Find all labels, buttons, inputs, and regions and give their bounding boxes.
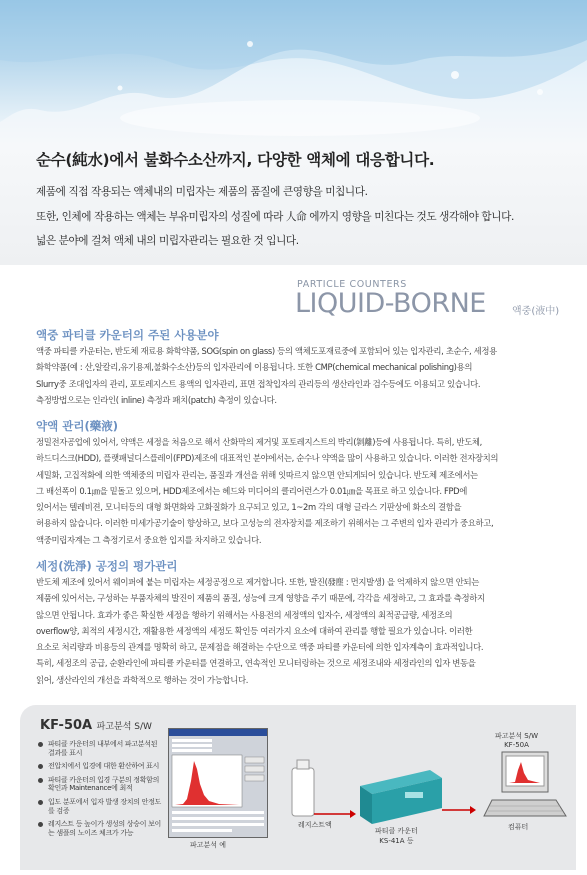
flow-arrow-icon: [350, 810, 356, 818]
hero-line: 넓은 분야에 걸쳐 액체 내의 미립자관리는 필요한 것 입니다.: [36, 235, 299, 247]
body-line: 그 배선폭이 0.1㎛을 밑돌고 있으며, HDD제조에서는 헤드와 미디어의 클리어런스가 0.01㎛을 목표로 하고 있습니다. FPD에: [36, 485, 468, 496]
body-line: 허용하지 않습니다. 이러한 미세가공기술이 향상하고, 보다 고성능의 전자장치를 제조하기 위해서는 그 주변의 입자 관리가 중요하고,: [36, 518, 494, 529]
hero-line: 또한, 인체에 작용하는 액체는 부유미립자의 성질에 따라 人命 에까지 영향을 미친다는 것도 생각해야 합니다.: [36, 211, 514, 223]
sw-label-line: KF-50A: [504, 741, 529, 749]
hero-line: 제품에 직접 작용되는 액체내의 미립자는 제품의 품질에 큰영향을 미칩니다.: [36, 186, 368, 198]
counter-label-line: KS-41A 등: [379, 837, 414, 845]
sw-label: [495, 731, 538, 749]
computer-icon: [484, 752, 566, 816]
body-line: 않으면 안됩니다. 효과가 좋은 확실한 세정을 행하기 위해서는 사용전의 세정액의 입자수, 세정액의 최적공급량, 세정조의: [36, 609, 453, 620]
liquid-borne-subtitle: 액중(液中): [512, 306, 560, 317]
feature-item: 전압치에서 입경에 대한 환산하여 표시: [36, 762, 162, 771]
section-title: 액중 파티클 카운터의 주된 사용분야: [36, 328, 219, 342]
body-line: 하드디스크(HDD), 플랫패널디스플레이(FPD)제조에 대표적인 분야에서는, 순수나 약액을 많이 사용하고 있습니다. 이러한 전자장치의: [36, 453, 499, 464]
body-line: 측정방법으로는 인라인( inline) 측정과 패치(patch) 측정이 있습니다.: [36, 394, 277, 405]
software-screenshot: [168, 728, 268, 838]
particle-counters-label: PARTICLE COUNTERS: [297, 279, 407, 290]
feature-item: 파티클 카운터의 내부에서 파고분석된 결과를 표시: [36, 740, 162, 757]
counter-label-line: 파티클 카운터: [375, 827, 418, 835]
kf50a-feature-list: [36, 740, 162, 842]
body-line: 액중 파티클 카운터는, 반도체 재료용 화학약품, SOG(spin on glass) 등의 액체도포재료중에 포함되어 있는 입자관리, 초순수, 세정용: [36, 346, 497, 356]
body-line: 세밀화, 고집적화에 의한 액체중의 미립자 관리는, 품질과 개선을 위해 잇따르지 않으면 안되게되어 있습니다. 반도체 제조에서는: [36, 469, 478, 480]
section-body: [36, 434, 566, 548]
software-caption: 파고분석 예: [190, 841, 227, 849]
particle-counter-device-icon: [360, 770, 442, 824]
feature-item: 입도 분포에서 입자 발생 장치의 안정도를 검증: [36, 798, 162, 815]
body-line: 요소로 처리량과 비용등의 관계를 명확히 하고, 문제점을 해결하는 수단으로 액중 파티클 카운터에 의한 입자계측이 효과적입니다.: [36, 642, 484, 653]
hero-banner: [0, 0, 587, 265]
resist-bottle-icon: [292, 760, 314, 816]
body-line: overflow양, 최적의 세정시간, 재활용한 세정액의 세정도 확인등 여러가지 요소에 대하여 관리를 행할 필요가 있습니다. 이러한: [36, 625, 473, 636]
body-line: 정밀전자공업에 있어서, 약액은 세정을 처음으로 해서 산화막의 제거및 포토레지스트의 박리(剝離)등에 사용됩니다. 특히, 반도체,: [36, 437, 482, 447]
body-line: Slurry중 조대입자의 관리, 포토레지스트 용액의 입자관리, 표면 접착입자의 관리등의 생산라인과 검수등에도 이용되고 있습니다.: [36, 378, 481, 389]
body-line: 액중미립자계는 그 측정기로서 중요한 입지를 차지하고 있습니다.: [36, 534, 262, 545]
body-line: 제품에 있어서는, 구성하는 부품자체의 발진이 제품의 품질, 성능에 크게 영향을 주기 때문에, 각각을 세정하고, 그 효과를 측정하지: [36, 593, 485, 604]
feature-item: 파티클 카운터의 입경 구분의 정확함의 확인과 Maintenance에 최적: [36, 776, 162, 793]
kf50a-suffix: 파고분석 S/W: [96, 722, 152, 732]
flow-arrow-icon: [470, 806, 476, 814]
section-body: [36, 574, 566, 688]
counter-label: [375, 826, 418, 846]
sw-label-line: 파고분석 S/W: [495, 732, 538, 740]
kf50a-model: KF-50A: [40, 718, 93, 733]
pulse-height-graph-image: [169, 729, 267, 837]
body-line: 있어서는 텔레비젼, 모니터등의 대형 화면화와 고화질화가 요구되고 있고, 1~2m 각의 대형 글라스 기판상에 화소의 결함을: [36, 502, 462, 513]
water-splash-image: [0, 0, 587, 265]
computer-label: 컴퓨터: [508, 823, 529, 831]
hero-title: 순수(純水)에서 불화수소산까지, 다양한 액체에 대응합니다.: [36, 151, 435, 169]
resist-label: 레지스트액: [298, 821, 332, 829]
body-line: 화학약품(예 : 산,알칼리,유기용제,불화수소산)등의 입자관리에 이용됩니다. 또한 CMP(chemical mechanical polishing)용의: [36, 362, 473, 373]
section-body: [36, 343, 566, 408]
section-title: 세정(洗淨) 공정의 평가관리: [36, 559, 178, 573]
body-line: 읽어, 생산라인의 개선을 과학적으로 행하는 것이 가능합니다.: [36, 674, 249, 685]
body-line: 특히, 세정조의 공급, 순환라인에 파티클 카운터를 연결하고, 연속적인 모니터링하는 것으로 세정조내와 세정라인의 입자 변동을: [36, 658, 476, 669]
section-title: 약액 관리(藥液): [36, 419, 118, 433]
kf50a-title: [40, 718, 152, 733]
liquid-borne-heading: LIQUID-BORNE: [295, 288, 486, 319]
body-line: 반도체 제조에 있어서 웨이퍼에 붙는 미립자는 세정공정으로 제거합니다. 또한, 발진(發塵 : 먼지발생) 을 억제하지 않으면 안되는: [36, 577, 479, 587]
feature-item: 레지스트 등 높이가 생성의 상승이 보이는 샘플의 노이즈 체크가 가능: [36, 820, 162, 837]
